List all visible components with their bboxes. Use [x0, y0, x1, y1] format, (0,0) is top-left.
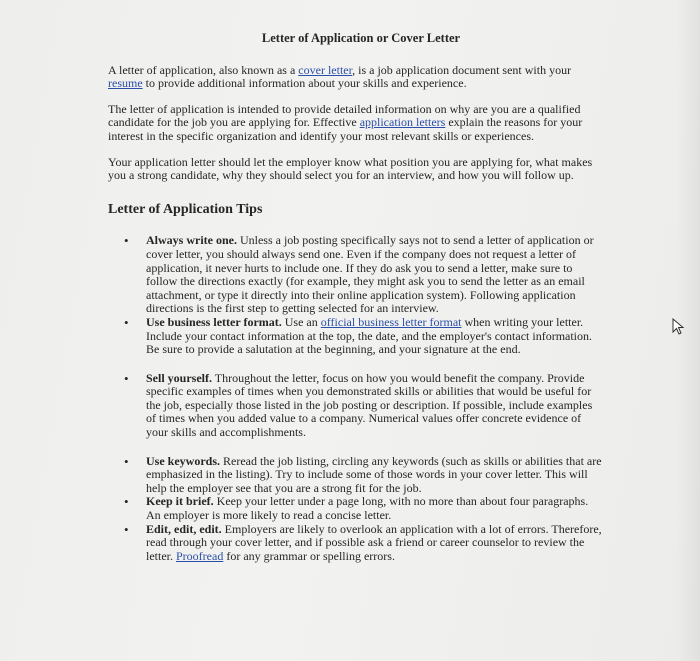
bullet-icon: • [124, 314, 129, 330]
business-letter-format-link[interactable]: official business letter format [320, 314, 462, 329]
page-title: Letter of Application or Cover Letter [261, 31, 461, 45]
intro-paragraph: A letter of application, also known as a cover letter, is a job application document sent with your resume to provide additional information about your skills and experience. [108, 62, 572, 91]
application-letters-link[interactable]: application letters [359, 115, 446, 130]
bullet-icon: • [124, 453, 129, 469]
purpose-paragraph: The letter of application is intended to provide detailed information on why are you are a qualified candidate for the job you are applying for. Effective application letters explain the reasons for your interest in the specific organization and identify your most relevant skills or experiences. [108, 101, 583, 143]
mouse-pointer-icon [672, 318, 686, 336]
tips-heading: Letter of Application Tips [108, 201, 263, 217]
tip-title: Use keywords. [146, 453, 220, 468]
tip-title: Use business letter format. [146, 314, 282, 329]
follow-up-paragraph: Your application letter should let the employer know what position you are applying for, what makes you a strong candidate, why they should select you for an interview, and how you will follow up. [108, 154, 593, 183]
resume-link[interactable]: resume [108, 76, 143, 91]
list-item: • Edit, edit, edit. Employers are likely to overlook an application with a lot of errors. Therefore, read through your cover letter, and if possible ask a friend or career counselor to review the letter. Proofread for any grammar or spelling errors. [124, 521, 602, 563]
document-body [108, 32, 604, 563]
bullet-icon: • [124, 370, 129, 386]
list-item: • Keep it brief. Keep your letter under a page long, with no more than about four paragraphs. An employer is more likely to read a concise letter. [124, 494, 589, 523]
list-item: • Use business letter format. Use an official business letter format when writing your letter. Include your contact information at the top, the date, and the employer's contact information. Be sure to provide a salutation at the beginning, and your signature at the end. [124, 314, 593, 357]
tip-title: Sell yourself. [146, 370, 212, 385]
list-item: • Always write one. Unless a job posting specifically says not to send a letter of application or cover letter, you should always send one. Even if the company does not request a letter of application, it never hurts to include one. If they do ask you to send a letter, make sure to follow the directions exactly (for example, they might ask you to send the letter as an email attachment, or type it directly into their online application system). Following application directions is the first step to getting selected for an interview. [124, 233, 594, 316]
tips-list [108, 234, 604, 563]
tip-title: Keep it brief. [146, 494, 214, 509]
cover-letter-link[interactable]: cover letter [298, 62, 353, 77]
bullet-icon: • [124, 521, 129, 537]
list-item: • Sell yourself. Throughout the letter, focus on how you would benefit the company. Provide specific examples of times when you demonstrated skills or abilities that would be useful for the job, especially those listed in the job posting or description. If possible, include examples of times when you added value to a company. Numerical values offer concrete evidence of your skills and accomplishments. [124, 370, 593, 440]
tip-title: Edit, edit, edit. [146, 521, 222, 536]
bullet-icon: • [124, 233, 129, 249]
list-item: • Use keywords. Reread the job listing, circling any keywords (such as skills or abilities that are emphasized in the listing). Try to include some of those words in your cover letter. This will help the employer see that you are a strong fit for the job. [124, 453, 602, 495]
proofread-link[interactable]: Proofread [176, 548, 224, 563]
tip-title: Always write one. [146, 233, 237, 248]
bullet-icon: • [124, 494, 129, 510]
